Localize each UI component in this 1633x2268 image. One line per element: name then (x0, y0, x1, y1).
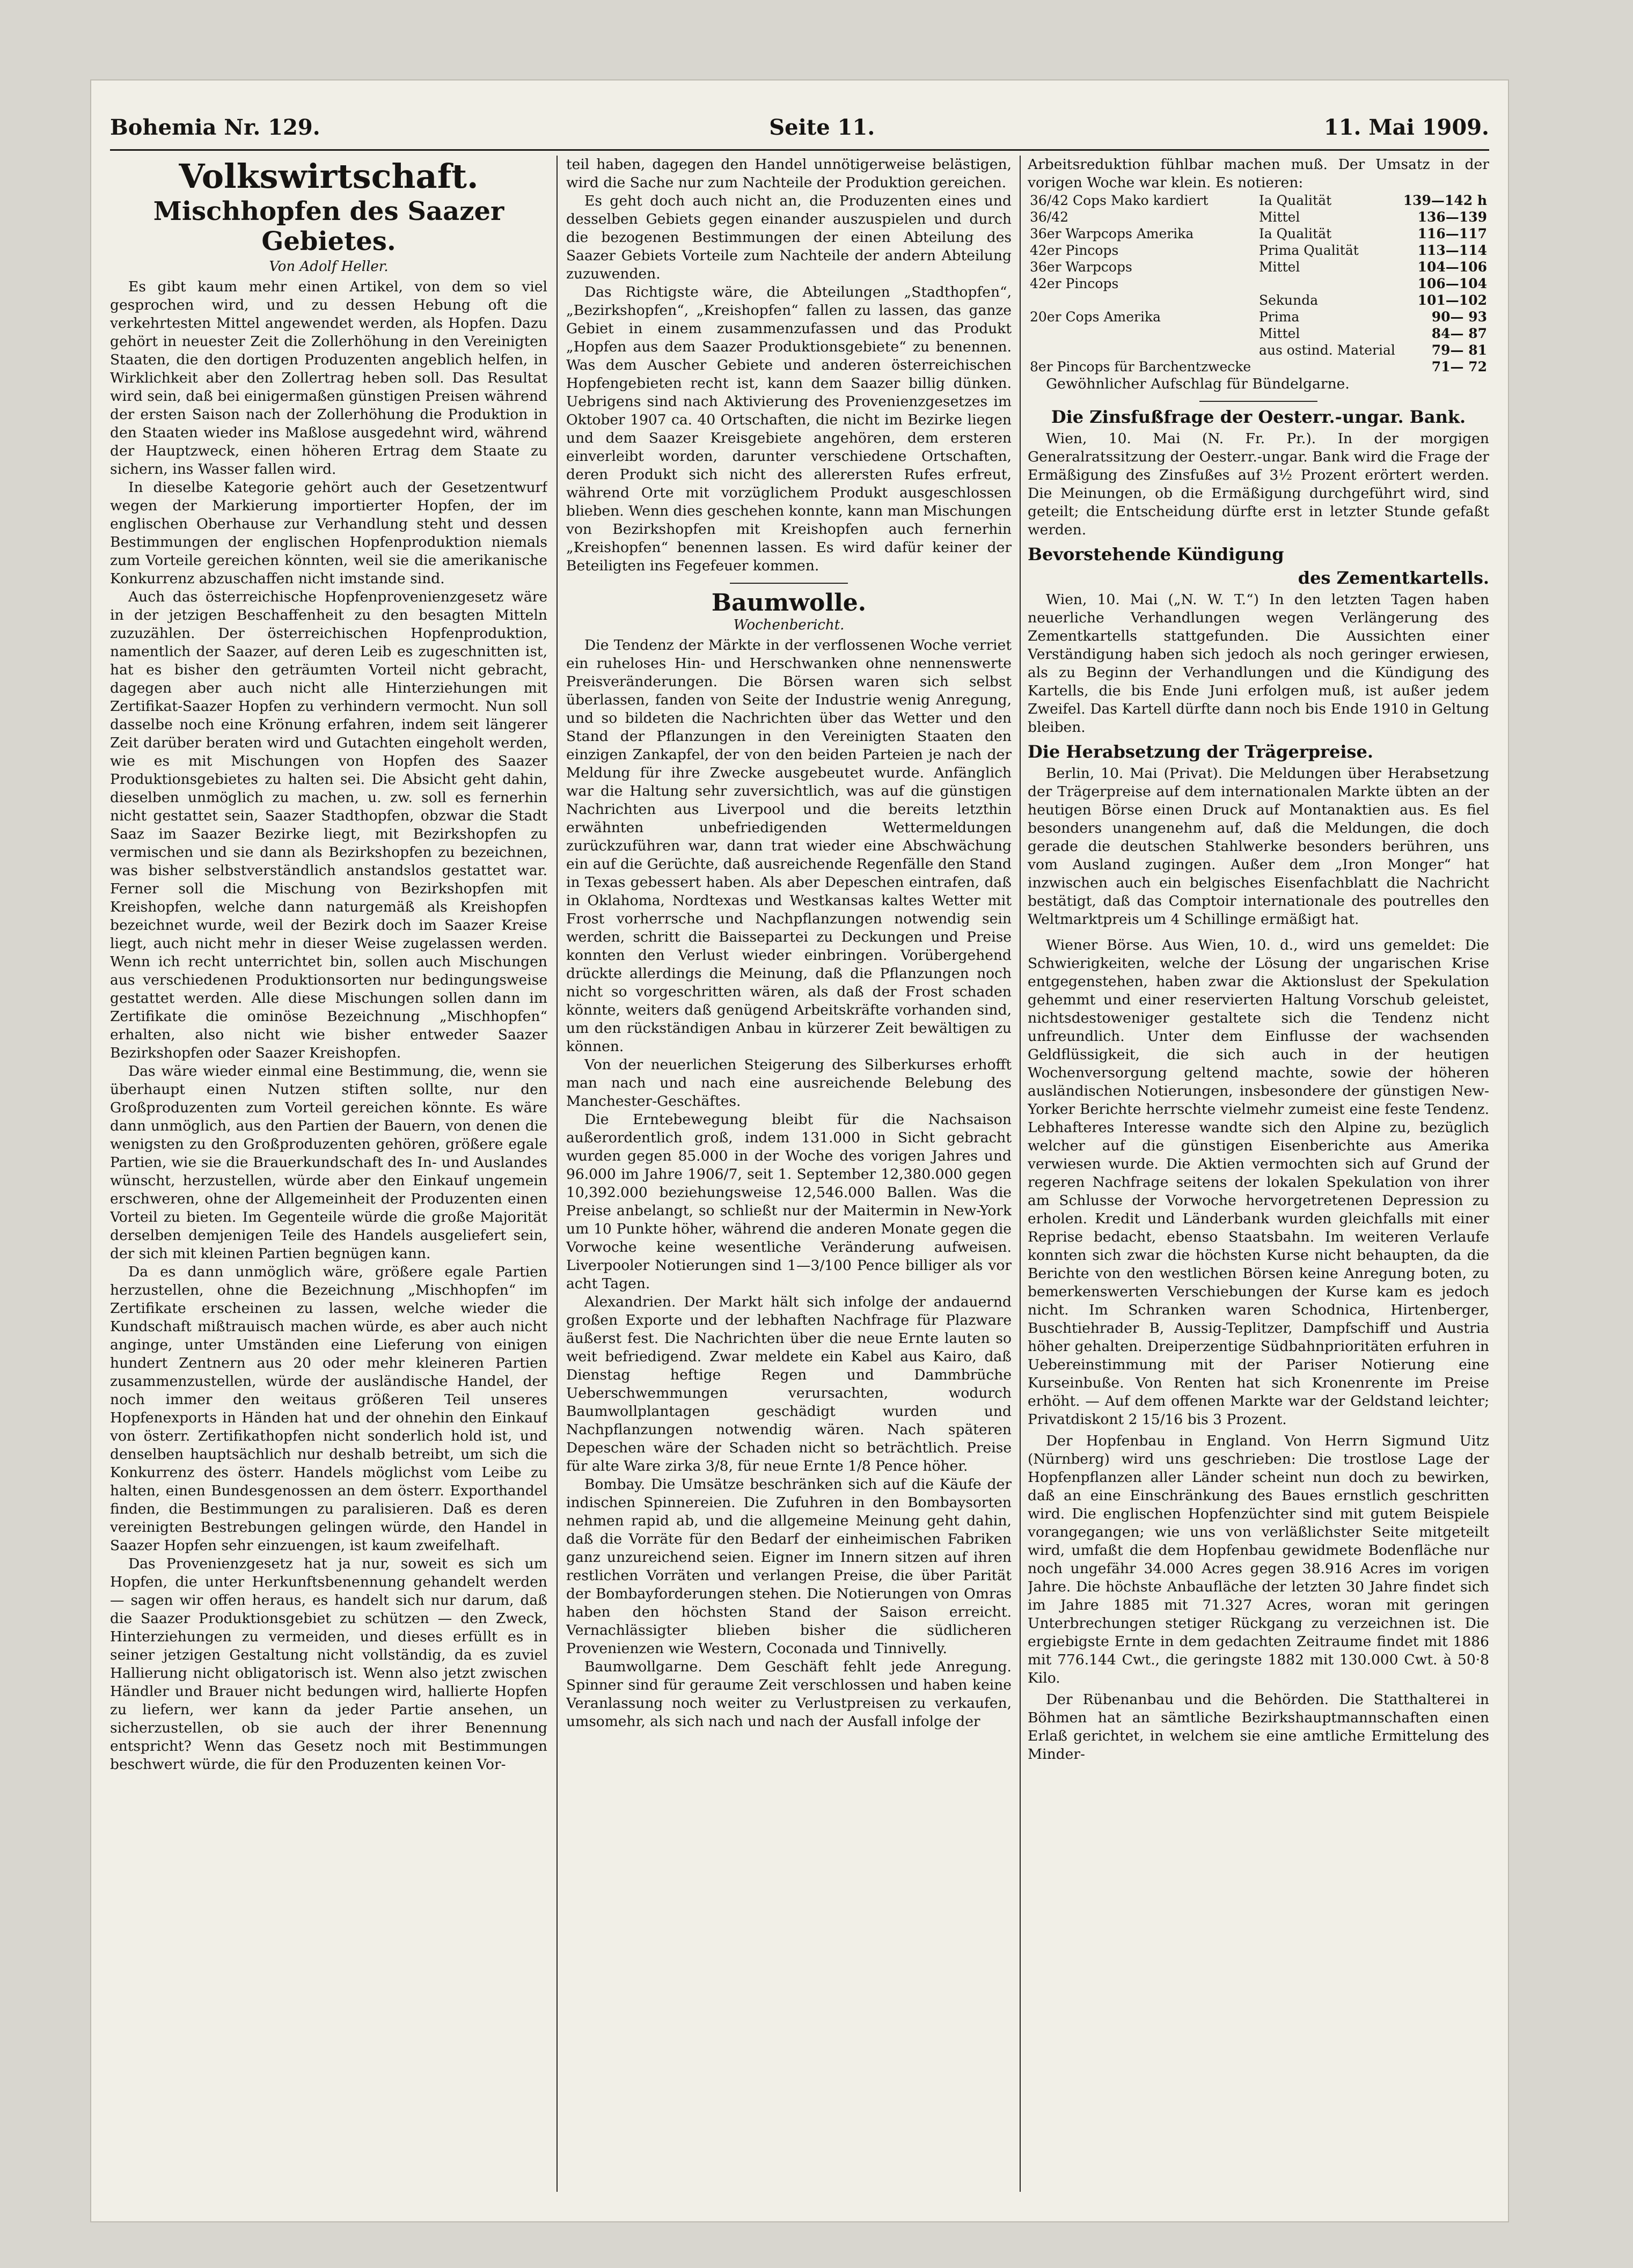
paragraph: Da es dann unmöglich wäre, größere egale Partien herzustellen, ohne die Bezeichnung „Mischhopfen“ im Zertifikate erscheinen zu lassen, welche wieder die Kundschaft mißtrauisch machen würde, es aber auch nicht anginge, unter Umständen eine Lieferung von einigen hundert Zentnern aus 20 oder mehr kleineren Partien zusammenzustellen, würde der ausländische Handel, der noch immer den weitaus größeren Teil unseres Hopfenexports in Händen hat und der ohnehin den Einkauf von österr. Zertifikathopfen nicht sonderlich hold ist, und denselben hauptsächlich nur deshalb betreibt, um sich die Konkurrenz des österr. Handels möglichst vom Leibe zu halten, einen Bundesgenossen an dem österr. Exporthandel finden, die Bestimmungen zu paralisieren. Daß es deren vereinigten Bestrebungen gelingen würde, den Handel in Saazer Hopfen sehr einzuengen, ist kaum zweifelhaft. (110, 1264, 547, 1554)
paragraph: Alexandrien. Der Markt hält sich infolge der andauernd großen Exporte und der lebhaften Nachfrage für Plazware äußerst fest. Die Nachrichten über die neue Ernte lauten so weit befriedigend. Zwar meldete ein Kabel aus Kairo, daß Dienstag heftige Regen und Dammbrüche Ueberschwemmungen verursachten, wodurch Baumwollplantagen geschädigt wurden und Nachpflanzungen notwendig wären. Nach späteren Depeschen wäre der Schaden nicht so beträchtlich. Preise für alte Ware zirka 3/8, für neue Ernte 1/8 Pence höher. (566, 1294, 1012, 1474)
yarn-kind: 36er Warpcops (1030, 259, 1132, 275)
yarn-price: 71— 72 (1431, 359, 1487, 375)
paragraph: Der Rübenanbau und die Behörden. Die Statthalterei in Böhmen hat an sämtliche Bezirkshauptmannschaften einen Erlaß gerichtet, in welchem sie eine amtliche Ermittelung des Minder- (1028, 1691, 1489, 1763)
yarn-quality: aus ostind. Material (1258, 342, 1395, 358)
article-title: Die Zinsfußfrage der Oesterr.-ungar. Bank. (1051, 407, 1466, 427)
article-byline: Von Adolf Heller. (269, 259, 389, 275)
yarn-price: 116—117 (1417, 226, 1487, 241)
yarn-price: 79— 81 (1431, 342, 1487, 358)
yarn-price: 106—104 (1417, 276, 1487, 291)
article-title: Die Herabsetzung der Trägerpreise. (1028, 742, 1374, 762)
yarn-price-row (1028, 292, 1489, 309)
paragraph: Die Tendenz der Märkte in der verflossenen Woche verriet ein ruheloses Hin- und Herschwanken ohne nennenswerte Preisveränderungen. Die Börsen waren sich selbst überlassen, fanden von Seite der Industrie wenig Anregung, und so bildeten die Nachrichten über das Wetter und den Stand der Pflanzungen in den Vereinigten Staaten den einzigen Zankapfel, der von den beiden Parteien je nach der Meldung für ihre Zwecke ausgebeutet wurde. Anfänglich war die Haltung sehr zuversichtlich, was auf die günstigen Nachrichten aus Liverpool und die bereits letzthin erwähnten unbefriedigenden Wettermeldungen zurückzuführen war, dann trat wieder eine Abschwächung ein auf die Gerüchte, daß ausreichende Regenfälle den Stand in Texas gebessert haben. Als aber Depeschen eintrafen, daß in Oklahoma, Nordtexas und Westkansas kaltes Wetter mit Frost vorherrsche und Nachpflanzungen notwendig sein werden, schritt die Baissepartei zu Deckungen und Preise konnten den Verlust wieder einbringen. Vorübergehend drückte allerdings die Meinung, daß die Pflanzungen noch nicht so vorgeschritten wären, als daß der Frost schaden könnte, weiters daß genügend Arbeitskräfte vorhanden sind, um den rückständigen Anbau in kürzerer Zeit bewältigen zu können. (566, 637, 1012, 1055)
masthead-issue: Bohemia Nr. 129. (110, 114, 320, 140)
yarn-price-row (1028, 325, 1489, 342)
article-title: Mischhopfen des Saazer Gebietes. (153, 196, 504, 256)
yarn-price-row (1028, 242, 1489, 259)
article-separator (730, 583, 848, 584)
paragraph: Das Richtigste wäre, die Abteilungen „Stadthopfen“, „Bezirkshopfen“, „Kreishopfen“ fallen zu lassen, das ganze Gebiet in einem zusammenzufassen und das Produkt „Hopfen aus dem Saazer Produktionsgebiete“ zu benennen. Was dem Auscher Gebiete und anderen österreichischen Hopfengebieten recht ist, kann dem Saazer billig dünken. Uebrigens sind nach Aktivierung des Provenienzgesetzes im Oktober 1907 ca. 40 Ortschaften, die nicht im Bezirke liegen und dem Saazer Kreisgebiete angehören, dem ersteren einverleibt worden, darunter verschiedene Ortschaften, deren Produkt sich nicht des allerersten Rufes erfreut, während Orte mit vorzüglichem Produkt ausgeschlossen blieben. Wenn dies geschehen konnte, kann man Mischungen von Bezirkshopfen mit Kreishopfen auch fernerhin „Kreishopfen“ benennen lassen. Es wird dafür keiner der Beteiligten ins Fegefeuer kommen. (566, 284, 1012, 574)
paragraph: Baumwollgarne. Dem Geschäft fehlt jede Anregung. Spinner sind für geraume Zeit verschlossen und haben keine Veranlassung noch weiter zu Verlustpreisen zu verkaufen, umsomehr, als sich nach und nach der Ausfall infolge der (566, 1658, 1012, 1730)
paragraph: Berlin, 10. Mai (Privat). Die Meldungen über Herabsetzung der Trägerpreise auf dem internationalen Markte übten an der heutigen Börse einen Druck auf Montanaktien aus. Es fiel besonders unangenehm auf, daß die Meldungen, die doch gerade die deutschen Stahlwerke besonders berühren, uns vom Ausland zugingen. Außer dem „Iron Monger“ hat inzwischen auch ein belgisches Eisenfachblatt die Nachricht bestätigt, daß das Comptoir internationale des poutrelles den Weltmarktpreis um 4 Schillinge ermäßigt hat. (1028, 765, 1489, 928)
paragraph: In dieselbe Kategorie gehört auch der Gesetzentwurf wegen der Markierung importierter Hopfen, der im englischen Oberhause zur Verhandlung steht und dessen Bestimmungen der englischen Hopfenproduktion niemals zum Vorteile gereichen könnten, weil sie die amerikanische Konkurrenz abzuschaffen nicht imstande sind. (110, 479, 547, 587)
yarn-price-row (1028, 209, 1489, 225)
article-separator (1199, 401, 1317, 402)
yarn-quality: Prima (1258, 309, 1300, 325)
paragraph: Es gibt kaum mehr einen Artikel, von dem so viel gesprochen wird, und zu dessen Hebung oft die verkehrtesten Mittel angewendet werden, als Hopfen. Dazu gehört in neuester Zeit die Zollerhöhung in den Vereinigten Staaten, die den dortigen Produzenten angeblich helfen, in Wirklichkeit aber den Zollertrag heben soll. Das Resultat wird sein, daß bei einigermaßen günstigen Preisen während der ersten Saison nach der Zollerhöhung die Produktion in den Staaten wieder ins Maßlose ausgedehnt wird, während der Hauptzweck, einen höheren Ertrag dem Staate zu sichern, ins Wasser fallen wird. (110, 278, 547, 478)
column-3 (1028, 156, 1489, 2192)
yarn-kind: 8er Pincops für Barchentzwecke (1030, 359, 1251, 375)
yarn-price-row (1028, 342, 1489, 358)
yarn-kind: 36/42 Cops Mako kardiert (1030, 193, 1209, 208)
yarn-kind: 20er Cops Amerika (1030, 309, 1161, 325)
yarn-price-row (1028, 309, 1489, 325)
column-divider (1020, 156, 1021, 2192)
yarn-quality: Sekunda (1258, 292, 1319, 308)
column-divider (556, 156, 558, 2192)
paragraph: Bombay. Die Umsätze beschränken sich auf die Käufe der indischen Spinnereien. Die Zufuhren in den Bombaysorten nehmen rapid ab, und die allgemeine Meinung geht dahin, daß die Vorräte für den Bedarf der einheimischen Fabriken ganz unzureichend seien. Eigner im Innern sitzen auf ihren restlichen Vorräten und verlangen Preise, die über Parität der Bombayforderungen stehen. Die Notierungen von Omras haben den höchsten Stand der Saison erreicht. Vernachlässigter blieben bisher die südlicheren Provenienzen wie Western, Coconada und Tinnivelly. (566, 1476, 1012, 1657)
yarn-price: 104—106 (1417, 259, 1487, 275)
yarn-kind: 42er Pincops (1030, 243, 1119, 258)
paragraph: Wiener Börse. Aus Wien, 10. d., wird uns gemeldet: Die Schwierigkeiten, welche der Lösung der ungarischen Krise entgegenstehen, haben zwar die Aktionslust der Spekulation gehemmt und einer reservierten Haltung Vorschub geleistet, nichtsdestoweniger gestaltete sich die Tendenz nicht unfreundlich. Unter dem Einflusse der wachsenden Geldflüssigkeit, die sich auch in der heutigen Wochenversorgung geltend machte, sowie der höheren ausländischen Notierungen, insbesondere der günstigen New-Yorker Berichte herrschte vielmehr zumeist eine feste Tendenz. Lebhafteres Interesse wandte sich den Alpine zu, bezüglich welcher auf die günstigen Eisenberichte aus Amerika verwiesen wurde. Die Aktien vermochten sich auf Grund der regeren Nachfrage seitens der lokalen Spekulation von ihrer am Schlusse der Vorwoche hervorgetretenen Depression zu erholen. Kredit und Länderbank wurden gleichfalls mit einer Reprise bedacht, ebenso Staatsbahn. Im weiteren Verlaufe konnten sich zwar die höchsten Kurse nicht behaupten, da die Berichte von den westlichen Börsen keine Anregung boten, zu bemerkenswerten Verschiebungen der Kurse kam es jedoch nicht. Im Schranken waren Schodnica, Hirtenberger, Buschtiehrader B, Aussig-Teplitzer, Dampfschiff und Austria höher gehalten. Dreiperzentige Südbahnprioritäten erfuhren in Uebereinstimmung mit der Pariser Notierung eine Kurseinbuße. Von Renten hat sich Kronenrente im Preise erhöht. — Auf dem offenen Markte war der Geldstand leichter; Privatdiskont 2 15/16 bis 3 Prozent. (1028, 937, 1489, 1428)
yarn-kind (1028, 342, 1257, 358)
paragraph: Das wäre wieder einmal eine Bestimmung, die, wenn sie überhaupt einen Nutzen stiften sollte, nur den Großproduzenten zum Vorteil gereichen könnte. Es wäre dann unmöglich, aus den Partien der Bauern, von denen die wenigsten zu den Großproduzenten gehören, größere egale Partien, wie sie die Brauerkundschaft des In- und Auslandes wünscht, herzustellen, würde aber den Einkauf ungemein erschweren, ohne der Allgemeinheit der Produzenten einen Vorteil zu bieten. Im Gegenteile würde die große Majorität derselben demjenigen Teile des Handels ausgeliefert sein, der sich mit kleinen Partien begnügen kann. (110, 1063, 547, 1262)
paragraph: Es geht doch auch nicht an, die Produzenten eines und desselben Gebiets gegen einander auszuspielen und durch die bezogenen Bestimmungen der einen Abteilung des Saazer Gebiets Vorteile zum Nachteile der andern Abteilung zuzuwenden. (566, 193, 1012, 282)
yarn-kind (1028, 325, 1257, 342)
paragraph: Auch das österreichische Hopfenprovenienzgesetz wäre in der jetzigen Beschaffenheit zu den besagten Mitteln zuzuzählen. Der österreichischen Hopfenproduktion, namentlich der Saazer, auf deren Leib es zugeschnitten ist, hat es bisher den geträumten Vorteil nicht gebracht, dagegen aber auch nicht alle Hinterziehungen mit Zertifikat-Saazer Hopfen zu verhindern vermocht. Nun soll dasselbe noch eine Krönung erfahren, indem seit längerer Zeit darüber beraten wird und Gutachten eingeholt werden, wie es mit Mischungen von Hopfen des Saazer Produktionsgebietes zu halten sei. Die Absicht geht dahin, dieselben unmöglich zu machen, u. zw. soll es fernerhin nicht gestattet sein, Saazer Stadthopfen, obzwar die Stadt Saaz im Saazer Bezirke liegt, mit Bezirkshopfen zu vermischen und sie dann als Bezirkshopfen zu bezeichnen, was bisher selbstverständlich anstandslos gestattet war. Ferner soll die Mischung von Bezirkshopfen mit Kreishopfen, welche dann naturgemäß als Kreishopfen bezeichnet wurde, weil der Bezirk doch im Saazer Kreise liegt, auch nicht mehr in dieser Weise zugelassen werden. Wenn ich recht unterrichtet bin, sollen auch Mischungen aus verschiedenen Produktionsorten nur bedingungsweise gestattet werden. Alle diese Mischungen sollen dann im Zertifikate die ominöse Bezeichnung „Mischhopfen“ erhalten, also nicht wie bisher entweder Saazer Bezirkshopfen oder Saazer Kreishopfen. (110, 589, 547, 1061)
article-subtitle: Wochenbericht. (733, 617, 845, 633)
paragraph: Die Erntebewegung bleibt für die Nachsaison außerordentlich groß, indem 131.000 in Sicht gebracht wurden gegen 85.000 in der Woche des vorigen Jahres und 96.000 im Jahre 1906/7, seit 1. September 12,380.000 gegen 10,392.000 beziehungsweise 12,546.000 Ballen. Was die Preise anbelangt, so schließt nur der Maitermin in New-York um 10 Punkte höher, während die anderen Monate gegen die Vorwoche keine wesentliche Veränderung aufweisen. Liverpooler Notierungen sind 1—3/100 Pence billiger als vor acht Tagen. (566, 1111, 1012, 1292)
yarn-price: 139—142 h (1403, 193, 1487, 208)
yarn-quality: Mittel (1258, 209, 1300, 225)
yarn-quality: Ia Qualität (1258, 226, 1332, 241)
yarn-kind (1028, 292, 1257, 309)
masthead-rule (110, 149, 1489, 151)
paragraph: Wien, 10. Mai (N. Fr. Pr.). In der morgigen Generalratssitzung der Oesterr.-ungar. Bank wird die Frage der Ermäßigung des Zinsfußes auf 3½ Prozent erörtert werden. Die Meinungen, ob die Ermäßigung durchgeführt wird, sind geteilt; die Entscheidung dürfte erst in letzter Stunde gefaßt werden. (1028, 430, 1489, 538)
yarn-quality (1257, 275, 1400, 292)
paragraph: teil haben, dagegen den Handel unnötigerweise belästigen, wird die Sache nur zum Nachteile der Produktion gereichen. (566, 156, 1012, 191)
yarn-kind: 36er Warpcops Amerika (1030, 226, 1194, 241)
paragraph: Das Provenienzgesetz hat ja nur, soweit es sich um Hopfen, die unter Herkunftsbenennung gehandelt werden — sagen wir offen heraus, es handelt sich nur darum, daß die Saazer Produktionsgebiet zu schützen — den Zweck, Hinterziehungen zu vermeiden, und dieses erfüllt es in seiner jetzigen Gestaltung nicht vollständig, da es zuviel Hallierung nicht obligatorisch ist. Wenn also jetzt zwischen Händler und Brauer nicht bedungen wird, hallierte Hopfen zu liefern, wer kann da jeder Partie ansehen, un sicherzustellen, ob sie auch der ihrer Benennung entspricht? Wenn das Gesetz noch mit Bestimmungen beschwert würde, die für den Produzenten keinen Vor- (110, 1555, 547, 1773)
paragraph: Der Hopfenbau in England. Von Herrn Sigmund Uitz (Nürnberg) wird uns geschrieben: Die trostlose Lage der Hopfenpflanzen aller Länder scheint nun doch zu bewirken, daß an eine Einschränkung des Baues ernstlich geschritten wird. Die englischen Hopfenzüchter sind mit gutem Beispiele vorangegangen; wie uns von verläßlichster Seite mitgeteilt wird, umfaßt die dem Hopfenbau gewidmete Bodenfläche nur noch ungefähr 34.000 Acres gegen 38.916 Acres im vorigen Jahre. Die höchste Anbaufläche der letzten 30 Jahre findet sich im Jahre 1885 mit 71.327 Acres, woran mit geringen Unterbrechungen stetiger Rückgang zu verzeichnen ist. Die ergiebigste Ernte in dem gedachten Zeitraume findet mit 1886 mit 776.144 Cwt., die geringste 1882 mit 130.000 Cwt. à 50·8 Kilo. (1028, 1433, 1489, 1686)
article-title-line2: des Zementkartells. (1298, 568, 1489, 588)
yarn-price-row (1028, 358, 1489, 375)
paragraph: Arbeitsreduktion fühlbar machen muß. Der Umsatz in der vorigen Woche war klein. Es notieren: (1028, 156, 1489, 191)
article-title: Baumwolle. (711, 589, 867, 616)
yarn-quality (1257, 358, 1400, 375)
yarn-price: 101—102 (1417, 292, 1487, 308)
yarn-price: 90— 93 (1431, 309, 1487, 325)
column-1 (110, 156, 547, 2192)
article-title: Bevorstehende Kündigung (1028, 544, 1284, 564)
yarn-price-row (1028, 225, 1489, 242)
newspaper-page (91, 80, 1508, 2221)
yarn-price-row (1028, 259, 1489, 275)
masthead (110, 114, 1489, 141)
yarn-price: 84— 87 (1431, 326, 1487, 341)
paragraph: Wien, 10. Mai („N. W. T.“) In den letzten Tagen haben neuerliche Verhandlungen wegen Verlängerung des Zementkartells stattgefunden. Die Aussichten einer Verständigung haben sich jedoch als noch geringer erwiesen, als zu Beginn der Verhandlungen und die Kündigung des Kartells, die bis Ende Juni erfolgen muß, ist außer jedem Zweifel. Das Kartell dürfte dann noch bis Ende 1910 in Geltung bleiben. (1028, 591, 1489, 736)
yarn-quality: Prima Qualität (1258, 243, 1359, 258)
masthead-page-number: Seite 11. (769, 114, 875, 140)
yarn-quality: Mittel (1258, 326, 1300, 341)
yarn-kind: 42er Pincops (1030, 276, 1119, 291)
section-heading: Volkswirtschaft. (179, 157, 479, 196)
yarn-price: 113—114 (1417, 243, 1487, 258)
yarn-price-table (1028, 192, 1489, 375)
yarn-kind: 36/42 (1030, 209, 1069, 225)
yarn-price-row (1028, 275, 1489, 292)
yarn-price: 136—139 (1417, 209, 1487, 225)
yarn-quality: Mittel (1258, 259, 1300, 275)
column-2 (566, 156, 1012, 2192)
yarn-quality: Ia Qualität (1258, 193, 1332, 208)
paragraph: Von der neuerlichen Steigerung des Silberkurses erhofft man nach und nach eine ausreichende Belebung des Manchester-Geschäftes. (566, 1056, 1012, 1110)
paragraph: Gewöhnlicher Aufschlag für Bündelgarne. (1046, 376, 1350, 392)
masthead-date: 11. Mai 1909. (1323, 114, 1489, 140)
yarn-price-row (1028, 192, 1489, 209)
